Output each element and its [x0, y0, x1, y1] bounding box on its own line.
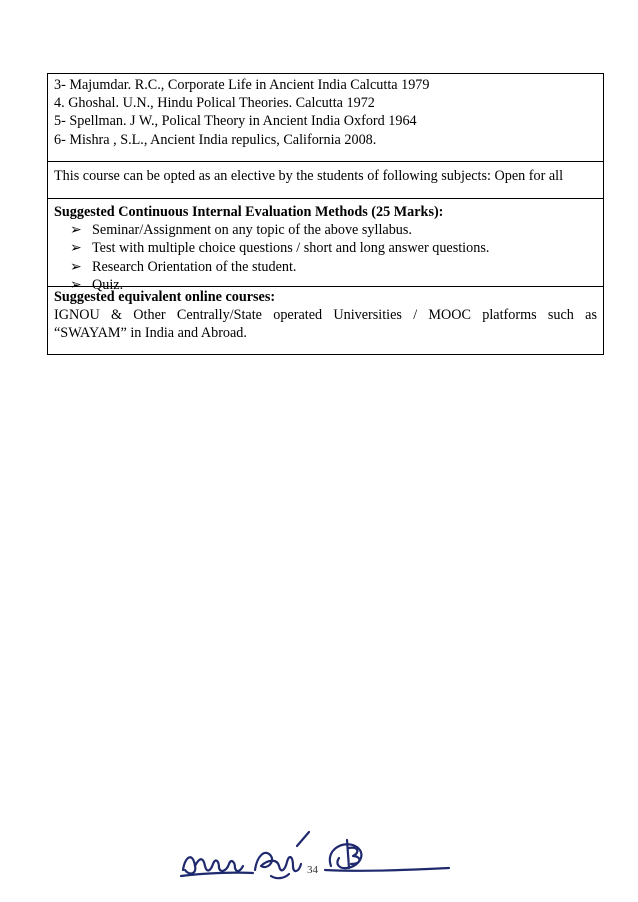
evaluation-item: Research Orientation of the student.	[92, 258, 297, 275]
evaluation-heading: Suggested Continuous Internal Evaluation Methods (25 Marks):	[54, 204, 444, 220]
evaluation-item: Quiz.	[92, 276, 124, 293]
reference-item: 6- Mishra , S.L., Ancient India repulics, California 2008.	[54, 131, 377, 148]
list-item	[70, 221, 597, 239]
reference-item: 3- Majumdar. R.C., Corporate Life in Ancient India Calcutta 1979	[54, 77, 430, 93]
elective-section	[47, 161, 604, 199]
evaluation-item: Seminar/Assignment on any topic of the above syllabus.	[92, 222, 412, 239]
arrow-bullet-icon: ➢	[70, 276, 82, 293]
online-courses-text: “SWAYAM” in India and Abroad.	[54, 325, 247, 342]
page-number: 34	[307, 864, 318, 876]
list-item	[70, 258, 597, 276]
reference-item: 4. Ghoshal. U.N., Hindu Polical Theories. Calcutta 1972	[54, 95, 375, 112]
online-courses-heading: Suggested equivalent online courses:	[54, 289, 276, 305]
signatures-image	[175, 826, 455, 886]
evaluation-section	[47, 198, 604, 293]
list-item	[70, 239, 597, 257]
arrow-bullet-icon: ➢	[70, 258, 82, 275]
elective-note: This course can be opted as an elective by the students of following subjects: Open for all	[54, 168, 564, 184]
arrow-bullet-icon: ➢	[70, 222, 82, 239]
online-courses-section	[47, 286, 604, 355]
reference-item: 5- Spellman. J W., Polical Theory in Ancient India Oxford 1964	[54, 113, 417, 130]
references-section	[47, 73, 604, 162]
evaluation-item: Test with multiple choice questions / short and long answer questions.	[92, 240, 490, 257]
evaluation-list	[54, 221, 597, 294]
online-courses-text: IGNOU & Other Centrally/State operated Universities / MOOC platforms such as	[54, 307, 597, 324]
arrow-bullet-icon: ➢	[70, 240, 82, 257]
